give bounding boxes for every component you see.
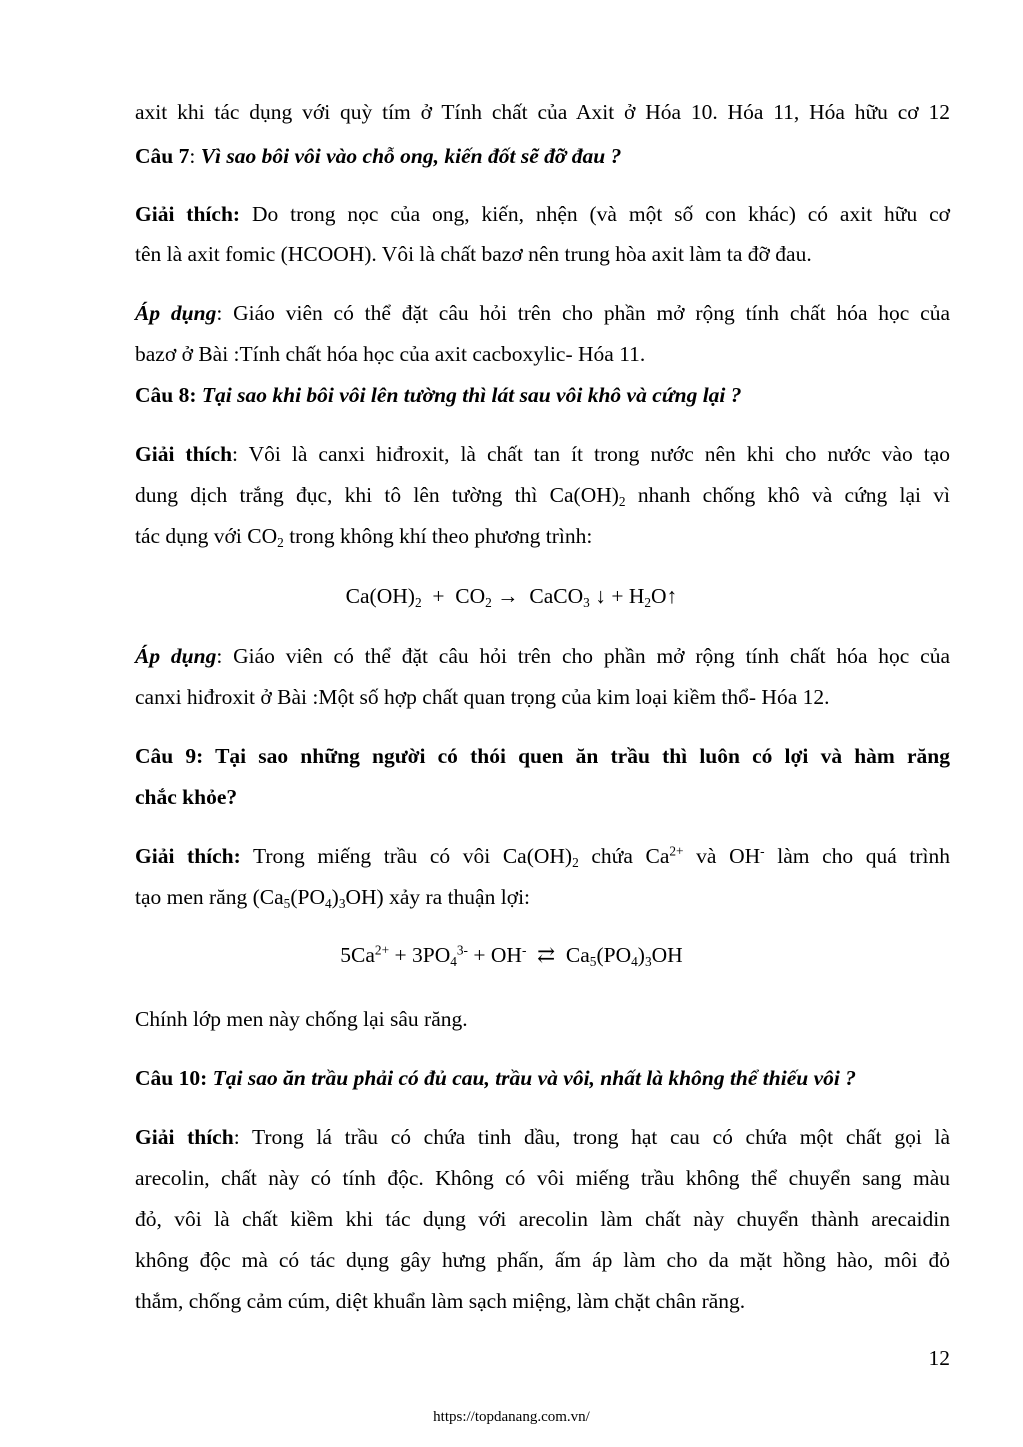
q9-equation: $5Ca^{2+} + 3PO_4^{3-} + OH^-$ ⇄ $Ca_5(PO_4)_3OH$ — [340, 942, 683, 969]
q7-explain-line-2: tên là axit fomic (HCOOH). Vôi là chất bazơ nên trung hòa axit làm ta đỡ đau. — [135, 242, 812, 266]
q8-apply-line-2: canxi hiđroxit ở Bài :Một số hợp chất quan trọng của kim loại kiềm thổ- Hóa 12. — [135, 685, 830, 709]
q10-explain-line-5: thắm, chống cảm cúm, diệt khuẩn làm sạch miệng, làm chặt chân răng. — [135, 1289, 746, 1313]
q8-explain-line-1: Giải thích: Vôi là canxi hiđroxit, là chất tan ít trong nước nên khi cho nước vào tạo — [135, 442, 950, 466]
q8-equation: $Ca(OH)_2 + CO_2$ → CaCO$_3$ ↓ + $H_2O↑$ — [345, 584, 678, 610]
question-7: Câu 7: Vì sao bôi vôi vào chỗ ong, kiến đốt sẽ đỡ đau ? — [135, 144, 622, 168]
q10-explain-line-1: Giải thích: Trong lá trầu có chứa tinh dầu, trong hạt cau có chứa một chất gọi là — [135, 1125, 950, 1149]
question-9-line-2: chắc khỏe? — [135, 785, 238, 809]
q10-explain-line-2: arecolin, chất này có tính độc. Không có vôi miếng trầu không thể chuyển sang màu — [135, 1166, 950, 1190]
q9-explain-line-2: tạo men răng $(Ca_5(PO_4)_3OH)$ xảy ra thuận lợi: — [135, 885, 531, 911]
question-10: Câu 10: Tại sao ăn trầu phải có đủ cau, trầu và vôi, nhất là không thể thiếu vôi ? — [135, 1066, 856, 1090]
q10-explain-line-3: đỏ, vôi là chất kiềm khi tác dụng với arecolin làm chất này chuyển thành arecaidin — [135, 1207, 950, 1231]
q7-apply-line-2: bazơ ở Bài :Tính chất hóa học của axit cacboxylic- Hóa 11. — [135, 342, 646, 366]
q9-explain-line-1: Giải thích: Trong miếng trầu có vôi $Ca(OH)_2$ chứa $Ca^{2+}$ và OH- làm cho quá trình — [135, 843, 951, 870]
page-number: 12 — [928, 1346, 950, 1370]
q8-explain-line-2: dung dịch trắng đục, khi tô lên tường thì $Ca(OH)_2$ nhanh chống khô và cứng lại vì — [135, 483, 950, 509]
footer-url[interactable]: https://topdanang.com.vn/ — [433, 1409, 590, 1425]
q10-explain-line-4: không độc mà có tác dụng gây hưng phấn, ấm áp làm cho da mặt hồng hào, môi đỏ — [135, 1248, 950, 1272]
question-8: Câu 8: Tại sao khi bôi vôi lên tường thì lát sau vôi khô và cứng lại ? — [135, 383, 742, 407]
q7-explain-line-1: Giải thích: Do trong nọc của ong, kiến, nhện (và một số con khác) có axit hữu cơ — [135, 202, 951, 226]
q8-apply-line-1: Áp dụng: Giáo viên có thể đặt câu hỏi trên cho phần mở rộng tính chất hóa học của — [135, 644, 950, 668]
question-9-line-1: Câu 9: Tại sao những người có thói quen ăn trầu thì luôn có lợi và hàm răng — [135, 744, 950, 768]
intro-line: axit khi tác dụng với quỳ tím ở Tính chất của Axit ở Hóa 10. Hóa 11, Hóa hữu cơ 12 — [135, 100, 950, 124]
q9-conclusion: Chính lớp men này chống lại sâu răng. — [135, 1007, 468, 1031]
q8-explain-line-3: tác dụng với $CO_2$ trong không khí theo phương trình: — [135, 524, 593, 550]
q7-apply-line-1: Áp dụng: Giáo viên có thể đặt câu hỏi trên cho phần mở rộng tính chất hóa học của — [135, 301, 950, 325]
